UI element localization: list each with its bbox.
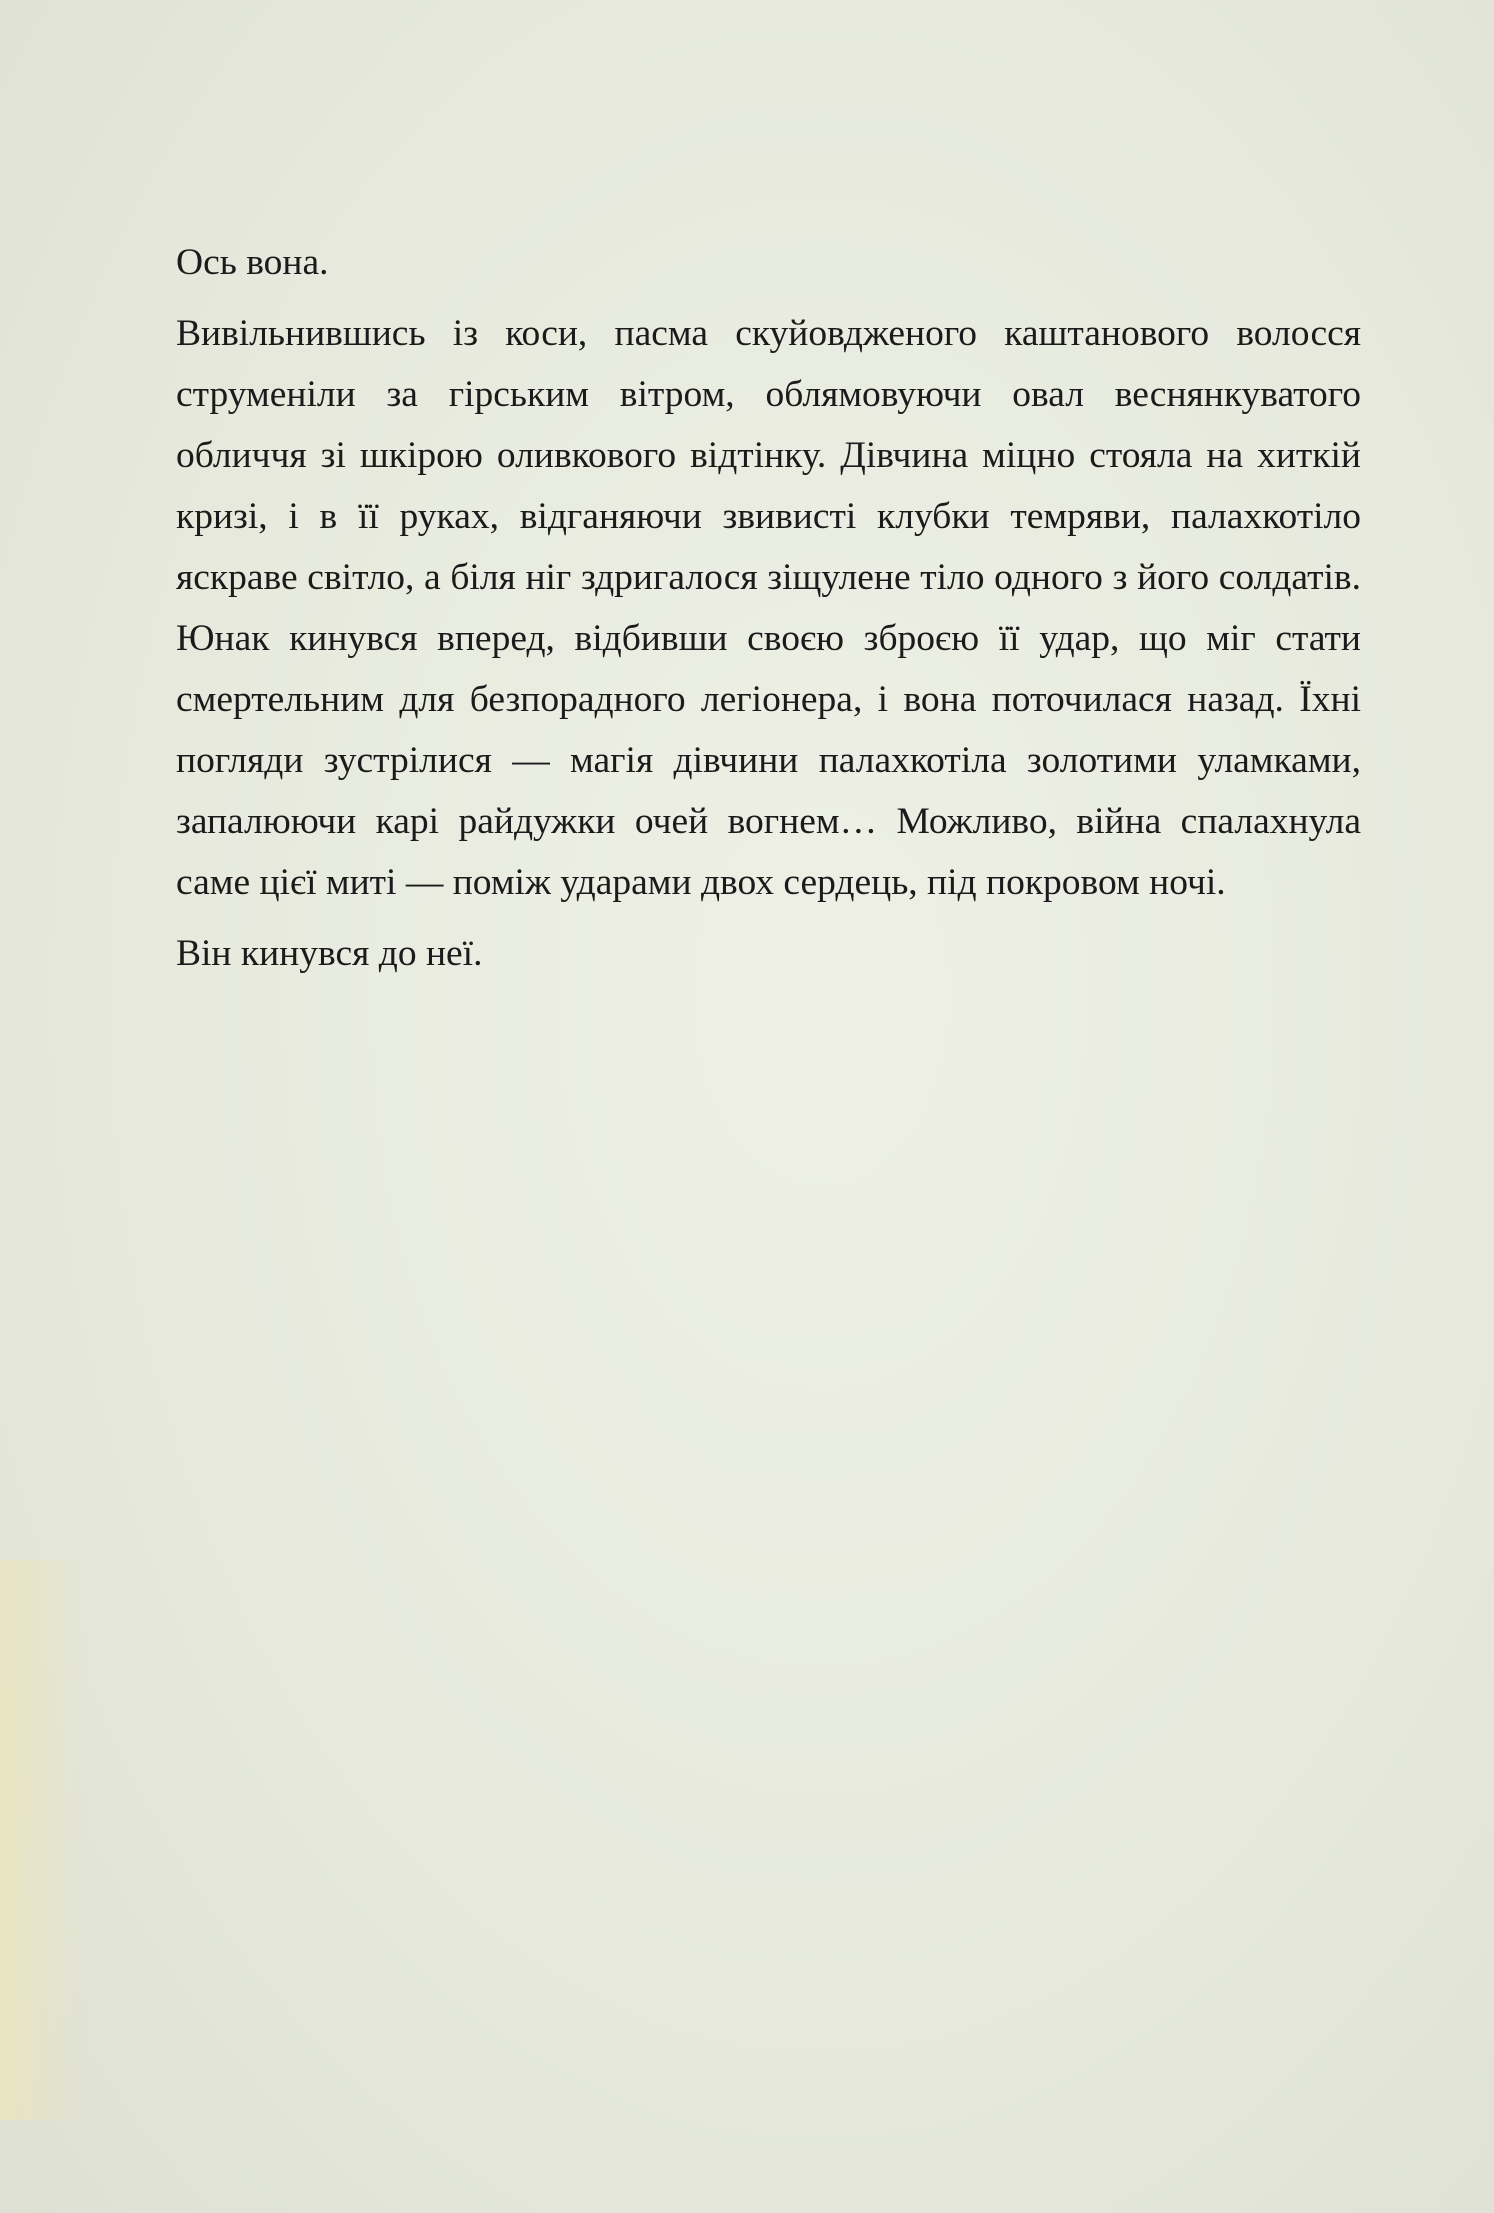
page-edge-shadow [0, 1560, 90, 2120]
paragraph-3: Він кинувся до неї. [176, 933, 483, 974]
paragraph-1: Ось вона. [176, 242, 329, 283]
paragraph-2: Вивільнившись із коси, пасма скуйовдженого каштанового волосся струменіли за гірським вітром, облямовуючи овал веснянкуватого обличчя зі шкірою оливкового відтінку. Дівчина міцно стояла на хиткій кризі, і в її руках, відганяючи звивисті клубки темряви, палахкотіло яскраве світло, а біля ніг здригалося зіщулене тіло одного з його солдатів. Юнак кинувся вперед, відбивши своєю зброєю її удар, що міг стати смертельним для безпорадного легіонера, і вона поточилася назад. Їхні погляди зустрілися — магія дівчини палахкотіла золотими уламками, запалюючи карі райдужки очей вогнем… Можливо, війна спалахнула саме цієї миті — поміж ударами двох сердець, під покровом ночі. [176, 313, 1361, 903]
page-text [176, 232, 1361, 994]
